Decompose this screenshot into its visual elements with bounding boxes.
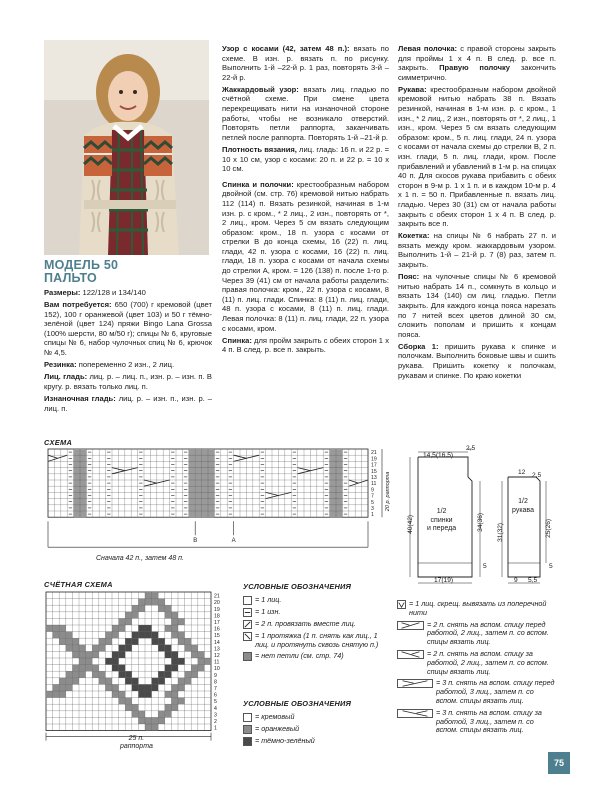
row-number: 19 — [371, 456, 377, 463]
row-number: 11 — [214, 659, 220, 666]
row-number: 13 — [214, 646, 220, 653]
orange-stitch — [138, 711, 145, 718]
orange-stitch — [152, 592, 159, 599]
darkgreen-stitch — [171, 658, 178, 665]
orange-stitch — [99, 638, 106, 645]
orange-stitch — [145, 724, 152, 731]
sizes-text: 122/128 и 134/140 — [80, 288, 146, 297]
yoke-label: Кокетка: — [398, 231, 430, 241]
orange-stitch — [165, 711, 172, 718]
legend-colors — [243, 700, 385, 749]
orange-stitch — [105, 684, 112, 691]
row-number: 12 — [214, 653, 220, 659]
cable-chart — [44, 447, 404, 572]
row-number: 1 — [371, 512, 374, 519]
row-number: 11 — [371, 481, 377, 488]
orange-stitch — [145, 717, 152, 724]
row-number: 19 — [214, 606, 220, 613]
legend-m1: = 1 лиц. скрещ. вывязать из поперечной нити — [397, 600, 557, 618]
assembly-text: пришить рукава к спинке и полочкам. Выполнить боковые швы и сшить рукава. Пришить кокетку к полочкам, рукавам и спинке. По краю кокетки — [398, 341, 556, 380]
orange-stitch — [99, 671, 106, 678]
legend-colors-title: УСЛОВНЫЕ ОБОЗНАЧЕНИЯ — [243, 699, 352, 708]
row-number: 9 — [214, 672, 217, 679]
orange-stitch — [145, 599, 152, 606]
sleeves-label: Рукава: — [398, 84, 427, 94]
assembly-label: Сборка 1: — [398, 341, 439, 351]
darkgreen-stitch — [145, 684, 152, 691]
orange-stitch — [171, 612, 178, 619]
arrow-a-label: А — [231, 538, 236, 545]
orange-stitch — [72, 638, 79, 645]
orange-stitch — [191, 651, 198, 658]
row-number: 7 — [371, 493, 374, 500]
legend-skp: = 1 протяжка (1 п. снять как лиц., 1 лиц. и протянуть сквозь снятую п.) — [243, 632, 385, 650]
darkgreen-stitch — [132, 678, 139, 685]
schema-bottom-note: Сначала 42 п., затем 48 п. — [96, 555, 184, 562]
orange-stitch — [185, 645, 192, 652]
back-front-label-2: спинки — [430, 516, 453, 524]
orange-stitch — [105, 638, 112, 645]
sleeve-dim-bottom-1: 9 — [514, 577, 518, 584]
darkgreen-stitch — [138, 625, 145, 632]
orange-stitch — [185, 671, 192, 678]
row-number: 14 — [214, 639, 220, 646]
materials-text: 650 (700) г кремовой (цвет 152), 100 г оранжевой (цвет 103) и 50 г тёмно-зелёной (цвет 124) пряжи Bingo Lana Grossa (100% шерсти, 80 м/50 г); спицы № 6, круговые спицы № 6, набор чулочных спиц № 6, крючок № 4,5. — [44, 300, 212, 358]
jacquard-text: вязать лиц. гладью по счётной схеме. При смене цвета перекрещивать нити на изнаночной стороне работы, чтобы не возникало отверстий. Повторять петли раппорта, заканчивать петлей после раппорта. Повторять 1-й –21-й р. — [222, 84, 390, 142]
orange-stitch — [145, 592, 152, 599]
model-name: ПАЛЬТО — [44, 271, 97, 285]
orange-stitch — [66, 684, 73, 691]
orange-stitch — [171, 684, 178, 691]
reverse-stockinette-label: Изнаночная гладь: — [44, 393, 116, 403]
orange-stitch — [112, 691, 119, 698]
counting-chart-label: СЧЁТНАЯ СХЕМА — [44, 580, 113, 589]
sleeve-dim-top-small: 2,5 — [532, 472, 542, 479]
sleeve-dim-h2: 25(26) — [545, 518, 553, 538]
cable-6-front-icon — [397, 679, 433, 688]
darkgreen-swatch-icon — [243, 737, 252, 746]
orange-stitch — [72, 645, 79, 652]
legend-cream: = кремовый — [243, 713, 385, 722]
darkgreen-stitch — [125, 645, 132, 652]
cable-4-front-icon — [397, 621, 424, 630]
dim-height-full: 40(42) — [407, 514, 415, 534]
counting-repeat-caption — [120, 735, 153, 751]
sleeve-label-1: 1/2 — [518, 498, 528, 505]
legend-c6f: = 3 п. снять на вспом. спицу перед работой, 3 лиц., затем п. со вспом. спицы вязать лиц. — [397, 679, 557, 705]
orange-stitch — [178, 618, 185, 625]
back-label: Спинка: — [222, 335, 252, 345]
no-stitch-column — [74, 449, 80, 517]
gauge-label: Плотность вязания, — [222, 144, 297, 154]
orange-stitch — [125, 612, 132, 619]
row-number: 4 — [214, 705, 217, 712]
orange-stitch — [86, 658, 93, 665]
row-number: 16 — [214, 626, 220, 633]
row-number: 15 — [371, 468, 377, 475]
legend-darkgreen: = тёмно-зелёный — [243, 737, 385, 746]
orange-stitch — [59, 678, 66, 685]
column-instructions-1 — [222, 44, 389, 357]
darkgreen-stitch — [132, 684, 139, 691]
orange-stitch — [125, 704, 132, 711]
orange-stitch — [92, 645, 99, 652]
orange-stitch — [132, 704, 139, 711]
no-stitch-column — [208, 449, 214, 517]
row-number: 5 — [214, 699, 217, 706]
orange-stitch — [59, 625, 66, 632]
knit-symbol-icon — [243, 596, 252, 605]
orange-stitch — [158, 711, 165, 718]
orange-stitch — [66, 671, 73, 678]
orange-stitch — [66, 645, 73, 652]
orange-stitch — [119, 618, 126, 625]
orange-stitch — [79, 651, 86, 658]
orange-stitch — [138, 605, 145, 612]
row-number: 5 — [371, 499, 374, 506]
stockinette-text: лиц. р. – лиц. п., изн. р. – изн. п. В кругу. р. вязать только лиц. п. — [44, 372, 212, 391]
orange-stitch — [171, 704, 178, 711]
no-stitch-column — [336, 449, 342, 517]
orange-stitch — [191, 645, 198, 652]
orange-stitch — [99, 678, 106, 685]
darkgreen-stitch — [165, 645, 172, 652]
no-stitch-column — [189, 449, 195, 517]
repeat-label: 20 р. раппорта — [385, 471, 391, 512]
darkgreen-stitch — [152, 678, 159, 685]
row-number: 21 — [214, 593, 220, 600]
darkgreen-stitch — [132, 632, 139, 639]
dim-height-body: 34(36) — [477, 512, 485, 532]
belt-label: Пояс: — [398, 272, 420, 282]
materials-label: Вам потребуется: — [44, 300, 112, 310]
row-number: 13 — [371, 475, 377, 481]
orange-stitch — [119, 698, 126, 705]
model-photo — [44, 40, 209, 255]
orange-stitch — [165, 612, 172, 619]
row-number: 15 — [214, 633, 220, 640]
orange-stitch — [46, 625, 53, 632]
orange-stitch — [79, 658, 86, 665]
row-number: 7 — [214, 686, 217, 692]
sleeve-dim-top: 12 — [518, 469, 526, 476]
back-front-label-3: и переда — [427, 525, 457, 533]
dim-top: 14,5(16,5) — [423, 452, 454, 459]
sizes-label: Размеры: — [44, 288, 81, 297]
back-fronts-text: крестообразным набором двойной (см. стр. 76) кремовой нитью набрать 112 (114) п. Вязать резинкой, начиная в 1-м изн. р. с кром., * 2 лиц., 2 изн., повторять от *, 2 лиц., кром. Через 5 см вязать следующим образом: кром., 18 п. узора с косами от стрелки В до конца схемы, 16 (22) п. лиц. глади, 42 п. узора с косами, 16 (22) п. лиц. глади, 18 п. узора с косами от начала схемы до стрелки А, кром. = 126 (138) п. после 1-го р. Через 39 (41) см от начала работы разделить: правая полочка: кром., 22 п. узора с косами, 8 (11) п. лиц. глади. Спинка: 8 (11) п. лиц. глади, 48 п. узора с косами, 8 (11) п. лиц. глади. Левая полочка: 8 (11) п. лиц. глади, 22 п. узора с косами, кром. — [222, 179, 389, 333]
jacquard-label: Жаккардовый узор: — [222, 84, 299, 94]
orange-stitch — [86, 665, 93, 672]
orange-stitch — [178, 684, 185, 691]
k2tog-symbol-icon — [243, 620, 252, 629]
orange-stitch — [132, 605, 139, 612]
back-front-caption — [427, 508, 456, 534]
orange-stitch — [53, 684, 60, 691]
legend-k2tog: = 2 п. провязать вместе лиц. — [243, 620, 385, 629]
orange-stitch — [158, 605, 165, 612]
darkgreen-stitch — [171, 651, 178, 658]
darkgreen-stitch — [112, 651, 119, 658]
row-number: 17 — [371, 462, 377, 469]
orange-stitch — [185, 638, 192, 645]
darkgreen-stitch — [165, 671, 172, 678]
row-number: 18 — [214, 613, 220, 620]
legend-c4f: = 2 п. снять на вспом. спицу перед работой, 2 лиц., затем п. со вспом. спицы вязать лиц. — [397, 621, 557, 647]
row-number: 21 — [371, 450, 377, 457]
back-fronts-label: Спинка и полочки: — [222, 179, 294, 189]
orange-stitch — [79, 671, 86, 678]
darkgreen-stitch — [158, 678, 165, 685]
orange-stitch — [66, 678, 73, 685]
darkgreen-stitch — [138, 691, 145, 698]
legend-orange: = оранжевый — [243, 725, 385, 734]
orange-stitch — [59, 691, 66, 698]
sleeve-caption — [512, 498, 534, 515]
darkgreen-stitch — [138, 684, 145, 691]
orange-stitch — [171, 618, 178, 625]
orange-stitch — [53, 691, 60, 698]
orange-stitch — [72, 678, 79, 685]
orange-stitch — [72, 665, 79, 672]
page-number: 75 — [548, 752, 570, 774]
row-number: 3 — [214, 712, 217, 719]
darkgreen-stitch — [119, 671, 126, 678]
darkgreen-stitch — [165, 665, 172, 672]
dim-top-small: 2,5 — [466, 445, 476, 452]
orange-stitch — [86, 651, 93, 658]
orange-stitch — [92, 665, 99, 672]
dim-bottom: 17(19) — [434, 577, 454, 584]
darkgreen-stitch — [112, 665, 119, 672]
orange-stitch — [112, 684, 119, 691]
reverse-stockinette-text: лиц. р. – изн. п., изн. р. – лиц. п. — [44, 393, 212, 413]
orange-stitch — [59, 638, 66, 645]
orange-stitch — [125, 618, 132, 625]
orange-stitch — [185, 678, 192, 685]
orange-stitch — [46, 691, 53, 698]
row-number: 9 — [371, 487, 374, 494]
left-front-text: с правой стороны закрыть для проймы 1 х 4 п. В след. р. все п. закрыть. — [398, 44, 556, 73]
orange-stitch — [59, 684, 66, 691]
orange-stitch — [152, 599, 159, 606]
purl-symbol-icon — [243, 608, 252, 617]
orange-stitch — [191, 671, 198, 678]
orange-stitch — [112, 632, 119, 639]
cable-4-back-icon — [397, 650, 424, 659]
counting-repeat-2: раппорта — [120, 743, 153, 750]
orange-stitch — [171, 698, 178, 705]
row-number: 2 — [214, 719, 217, 725]
back-text: для пройм закрыть с обеих сторон 1 х 4 п. В след. р. все п. закрыть. — [222, 335, 389, 355]
darkgreen-stitch — [158, 645, 165, 652]
column-materials — [44, 288, 212, 416]
row-number: 20 — [214, 600, 220, 607]
darkgreen-stitch — [145, 625, 152, 632]
legend-symbols — [243, 583, 385, 664]
orange-stitch — [119, 691, 126, 698]
darkgreen-stitch — [138, 632, 145, 639]
darkgreen-stitch — [152, 632, 159, 639]
orange-stitch — [105, 678, 112, 685]
orange-stitch — [66, 638, 73, 645]
no-stitch-column — [80, 449, 86, 517]
darkgreen-stitch — [125, 678, 132, 685]
darkgreen-stitch — [145, 632, 152, 639]
darkgreen-stitch — [171, 665, 178, 672]
model-number: МОДЕЛЬ 50 — [44, 258, 119, 272]
right-front-label: Правую полочку — [439, 63, 511, 73]
dim-bottom-height: 5 — [483, 563, 487, 570]
darkgreen-stitch — [125, 638, 132, 645]
orange-stitch — [171, 625, 178, 632]
darkgreen-stitch — [152, 684, 159, 691]
skp-symbol-icon — [243, 632, 252, 641]
darkgreen-stitch — [119, 665, 126, 672]
cable-6-back-icon — [397, 709, 433, 718]
sleeves-text: крестообразным набором двойной кремовой нитью набрать 38 п. Вязать резинкой, начиная в 1-м изн. р. с кром., 1 изн., * 2 лиц., 2 изн., повторять от *, 2 лиц., 1 изн., кром. Через 5 см вязать следующим образом: кром., 5 п. лиц. глади, 24 п. узора с косами от начала схемы до стрелки В, 2 п. изн. глади, 5 п. лиц. глади, кром. После прибавлений и убавлений в 1-м р. на спицах 40 п. Для скосов рукава прибавить с обеих сторон в 9-м р. 1 х 1 п. и в каждом 10-м р. 4 х 1 п. = 50 п. Прибавленные п. вязать лиц. гладью. Через 30 (31) см от начала работы закрыть с обеих сторон 1 х 4 п. В след. р. закрыть все п. — [398, 84, 556, 229]
orange-stitch — [152, 724, 159, 731]
model-title — [44, 259, 209, 285]
orange-stitch — [165, 691, 172, 698]
orange-stitch — [204, 658, 211, 665]
legend-c4b: = 2 п. снять на вспом. спицу за работой, 2 лиц., затем п. со вспом. спицы вязать лиц. — [397, 650, 557, 676]
row-number: 10 — [214, 666, 220, 673]
darkgreen-stitch — [119, 645, 126, 652]
legend-no-stitch: = нет петли (см. стр. 74) — [243, 652, 385, 661]
sleeve-dim-bottom-height: 5 — [549, 563, 553, 570]
orange-stitch — [79, 645, 86, 652]
row-number: 6 — [214, 692, 217, 699]
orange-stitch — [152, 717, 159, 724]
column-instructions-2 — [398, 44, 556, 383]
orange-stitch — [72, 671, 79, 678]
sleeve-label-2: рукава — [512, 506, 534, 514]
orange-stitch — [171, 632, 178, 639]
sleeve-dim-bottom-2: 5,5 — [528, 577, 538, 584]
row-number: 17 — [214, 620, 220, 626]
cable-pattern-text: вязать по схеме. В изн. р. вязать п. по рисунку. Выполнить 1-й –22-й р. 1 раз, повторять 3-й – 22-й р. — [222, 44, 390, 82]
orange-stitch — [165, 625, 172, 632]
yoke-text: на спицы № 6 набрать 27 п. и вязать между кром. жаккардовым узором. Выполнить 1-й – 21-й р. 7 (8) раз, затем п. закрыть. — [398, 231, 556, 270]
orange-stitch — [171, 691, 178, 698]
belt-text: на чулочные спицы № 6 кремовой нитью набрать 14 п., сомкнуть в кольцо и вязать 134 (140) см лиц. гладью. Петли закрыть. Для каждого конца пояса нарезать по 7 нитей всех цветов длиной 30 см, сложить пополам и пришить к концам пояса. — [398, 272, 556, 339]
no-stitch-column — [202, 449, 208, 517]
right-front-text: закончить симметрично. — [398, 63, 556, 82]
legend-symbols-title: УСЛОВНЫЕ ОБОЗНАЧЕНИЯ — [243, 582, 352, 591]
orange-stitch — [165, 704, 172, 711]
orange-stitch — [178, 638, 185, 645]
orange-stitch — [92, 651, 99, 658]
darkgreen-stitch — [178, 658, 185, 665]
orange-stitch — [53, 625, 60, 632]
legend-cables — [397, 600, 557, 738]
orange-stitch — [198, 658, 205, 665]
m1-symbol-icon — [397, 600, 406, 609]
orange-stitch — [72, 651, 79, 658]
orange-stitch — [99, 645, 106, 652]
darkgreen-stitch — [158, 671, 165, 678]
sleeve-dim-h1: 31(32) — [497, 522, 505, 542]
rib-text: попеременно 2 изн., 2 лиц. — [76, 360, 175, 370]
darkgreen-stitch — [112, 658, 119, 665]
cable-pattern-label: Узор с косами (42, затем 48 п.): — [222, 44, 350, 53]
orange-stitch — [198, 665, 205, 672]
darkgreen-stitch — [152, 638, 159, 645]
arrow-b-label: В — [193, 538, 198, 545]
stockinette-label: Лиц. гладь: — [44, 372, 88, 382]
orange-stitch — [138, 599, 145, 606]
row-number: 3 — [371, 506, 374, 512]
darkgreen-stitch — [145, 691, 152, 698]
no-stitch-column — [195, 449, 201, 517]
orange-stitch — [79, 665, 86, 672]
darkgreen-stitch — [132, 638, 139, 645]
rib-label: Резинка: — [44, 360, 77, 370]
legend-purl: = 1 изн. — [243, 608, 385, 617]
legend-c6b: = 3 п. снять на вспом. спицу за работой, 3 лиц., затем п. со вспом. спицы вязать лиц. — [397, 709, 557, 735]
orange-stitch — [158, 599, 165, 606]
orange-stitch — [53, 632, 60, 639]
orange-stitch — [66, 632, 73, 639]
schema-label: СХЕМА — [44, 438, 73, 447]
darkgreen-stitch — [105, 658, 112, 665]
orange-stitch — [92, 671, 99, 678]
counting-repeat-1: 25 п. — [128, 735, 145, 742]
cream-swatch-icon — [243, 713, 252, 722]
darkgreen-stitch — [158, 638, 165, 645]
orange-stitch — [178, 678, 185, 685]
row-number: 8 — [214, 679, 217, 686]
orange-stitch — [191, 665, 198, 672]
darkgreen-stitch — [119, 651, 126, 658]
orange-stitch — [119, 625, 126, 632]
orange-stitch — [125, 698, 132, 705]
row-number: 1 — [214, 725, 217, 732]
orange-stitch — [158, 717, 165, 724]
darkgreen-stitch — [125, 671, 132, 678]
orange-swatch-icon — [243, 725, 252, 734]
orange-stitch — [112, 625, 119, 632]
orange-stitch — [132, 711, 139, 718]
orange-stitch — [138, 717, 145, 724]
left-front-label: Левая полочка: — [398, 44, 458, 53]
orange-stitch — [105, 632, 112, 639]
no-stitch-symbol-icon — [243, 652, 252, 661]
back-front-label-1: 1/2 — [436, 508, 447, 515]
gauge-text: лиц. гладь: 16 п. и 22 р. = 10 х 10 см, узор с косами: 20 п. и 22 р. = 10 х 10 см. — [222, 144, 390, 174]
orange-stitch — [178, 698, 185, 705]
orange-stitch — [59, 632, 66, 639]
legend-knit: = 1 лиц. — [243, 596, 385, 605]
no-stitch-column — [330, 449, 336, 517]
orange-stitch — [165, 605, 172, 612]
orange-stitch — [178, 632, 185, 639]
orange-stitch — [198, 651, 205, 658]
darkgreen-stitch — [165, 651, 172, 658]
orange-stitch — [132, 612, 139, 619]
